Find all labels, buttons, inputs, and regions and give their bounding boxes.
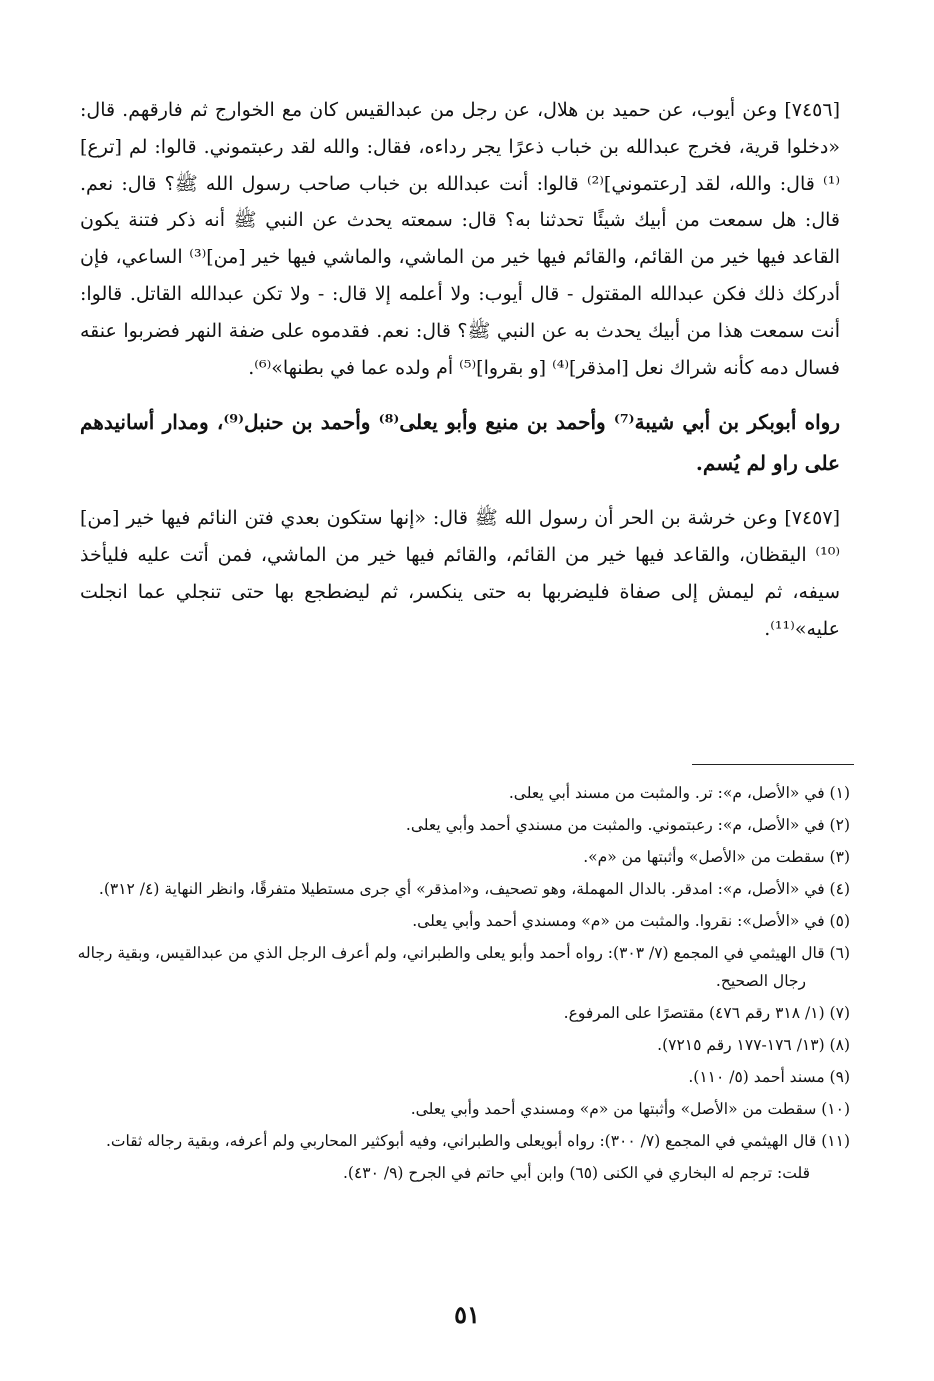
footnote-9: (٩) مسند أحمد (٥/ ١١٠). [688,1067,850,1086]
footnote-2: (٢) في «الأصل، م»: رعبتموني. والمثبت من مسندي أحمد وأبي يعلى. [405,816,850,834]
footnotes [62,780,850,1192]
main-text [80,92,840,648]
takhrij-note: رواه أبوبكر بن أبي شيبة⁽⁷⁾ وأحمد بن منيع وأبو يعلى⁽⁸⁾ وأحمد بن حنبل⁽⁹⁾، ومدار أسانيدهم على راو لم يُسم. [80,410,840,476]
footnote-5: (٥) في «الأصل»: نقروا. والمثبت من «م» ومسندي أحمد وأبي يعلى. [412,912,850,930]
footnote-1: (١) في «الأصل، م»: تر. والمثبت من مسند أبي يعلى. [508,784,850,802]
footnote-10: (١٠) سقطت من «الأصل» وأثبتها من «م» ومسندي أحمد وأبي يعلى. [410,1099,850,1118]
page-number: ٥١ [454,1300,480,1329]
footnote-3: (٣) سقطت من «الأصل» وأثبتها من «م». [583,848,850,866]
hadith-7457: [٧٤٥٧] وعن خرشة بن الحر أن رسول الله ﷺ قال: «إنها ستكون بعدي فتن النائم فيها خير [من]⁽¹⁰⁾ اليقظان، والقاعد فيها خير من القائم، والقائم فيها خير من الماشي، فمن أتت عليه فليأخذ سيفه، ثم ليمش إلى صفاة فليضربها به حتى ينكسر، ثم ليضطجع بها حتى تنجلي عما انجلت عليه»⁽¹¹⁾. [80,507,840,640]
footnote-4: (٤) في «الأصل، م»: امدقر. بالدال المهملة، وهو تصحيف، و«امذقر» أي جرى مستطيلا متفرقًا، وانظر النهاية (٤/ ٣١٢). [98,880,850,898]
hadith-7456: [٧٤٥٦] وعن أيوب، عن حميد بن هلال، عن رجل من عبدالقيس كان مع الخوارج ثم فارقهم. قال: «دخلوا قرية، فخرج عبدالله بن خباب ذعرًا يجر رداءه، فقال: والله لقد رعبتموني. قالوا: لم [ترع]⁽¹⁾ قال: والله، لقد [رعتموني]⁽²⁾ قالوا: أنت عبدالله بن خباب صاحب رسول الله ﷺ؟ قال: نعم. قال: هل سمعت من أبيك شيئًا تحدثنا به؟ قال: سمعته يحدث عن النبي ﷺ أنه ذكر فتنة يكون القاعد فيها خير من القائم، والقائم فيها خير من الماشي، والماشي فيها خير [من]⁽³⁾ الساعي، فإن أدركك ذلك فكن عبدالله المقتول - قال أيوب: ولا أعلمه إلا قال: - ولا تكن عبدالله القاتل. قالوا: أنت سمعت هذا من أبيك يحدث به عن النبي ﷺ؟ قال: نعم. فقدموه على ضفة النهر فضربوا عنقه فسال دمه كأنه شراك نعل [امذقر]⁽⁴⁾ [و بقروا]⁽⁵⁾ أم ولده عما في بطنها»⁽⁶⁾. [80,99,840,379]
footnote-8: (٨) (١٣/ ١٧٦-١٧٧ رقم ٧٢١٥). [657,1035,850,1054]
footnote-separator [692,764,854,765]
footnote-6: (٦) قال الهيثمي في المجمع (٧/ ٣٠٣): رواه أحمد وأبو يعلى والطبراني، ولم أعرف الرجل الذي من عبدالقيس، وبقية رجاله رجال الصحيح. [77,944,850,990]
footnote-7: (٧) (١/ ٣١٨ رقم ٤٧٦) مقتصرًا على المرفوع. [563,1003,850,1022]
footnote-11: (١١) قال الهيثمي في المجمع (٧/ ٣٠٠): رواه أبويعلى والطبراني، وفيه أبوكثير المحاربي ولم أعرفه، وبقية رجاله ثقات. [105,1131,850,1150]
footnote-remark: قلت: ترجم له البخاري في الكنى (٦٥) وابن أبي حاتم في الجرح (٩/ ٤٣٠). [342,1163,810,1182]
